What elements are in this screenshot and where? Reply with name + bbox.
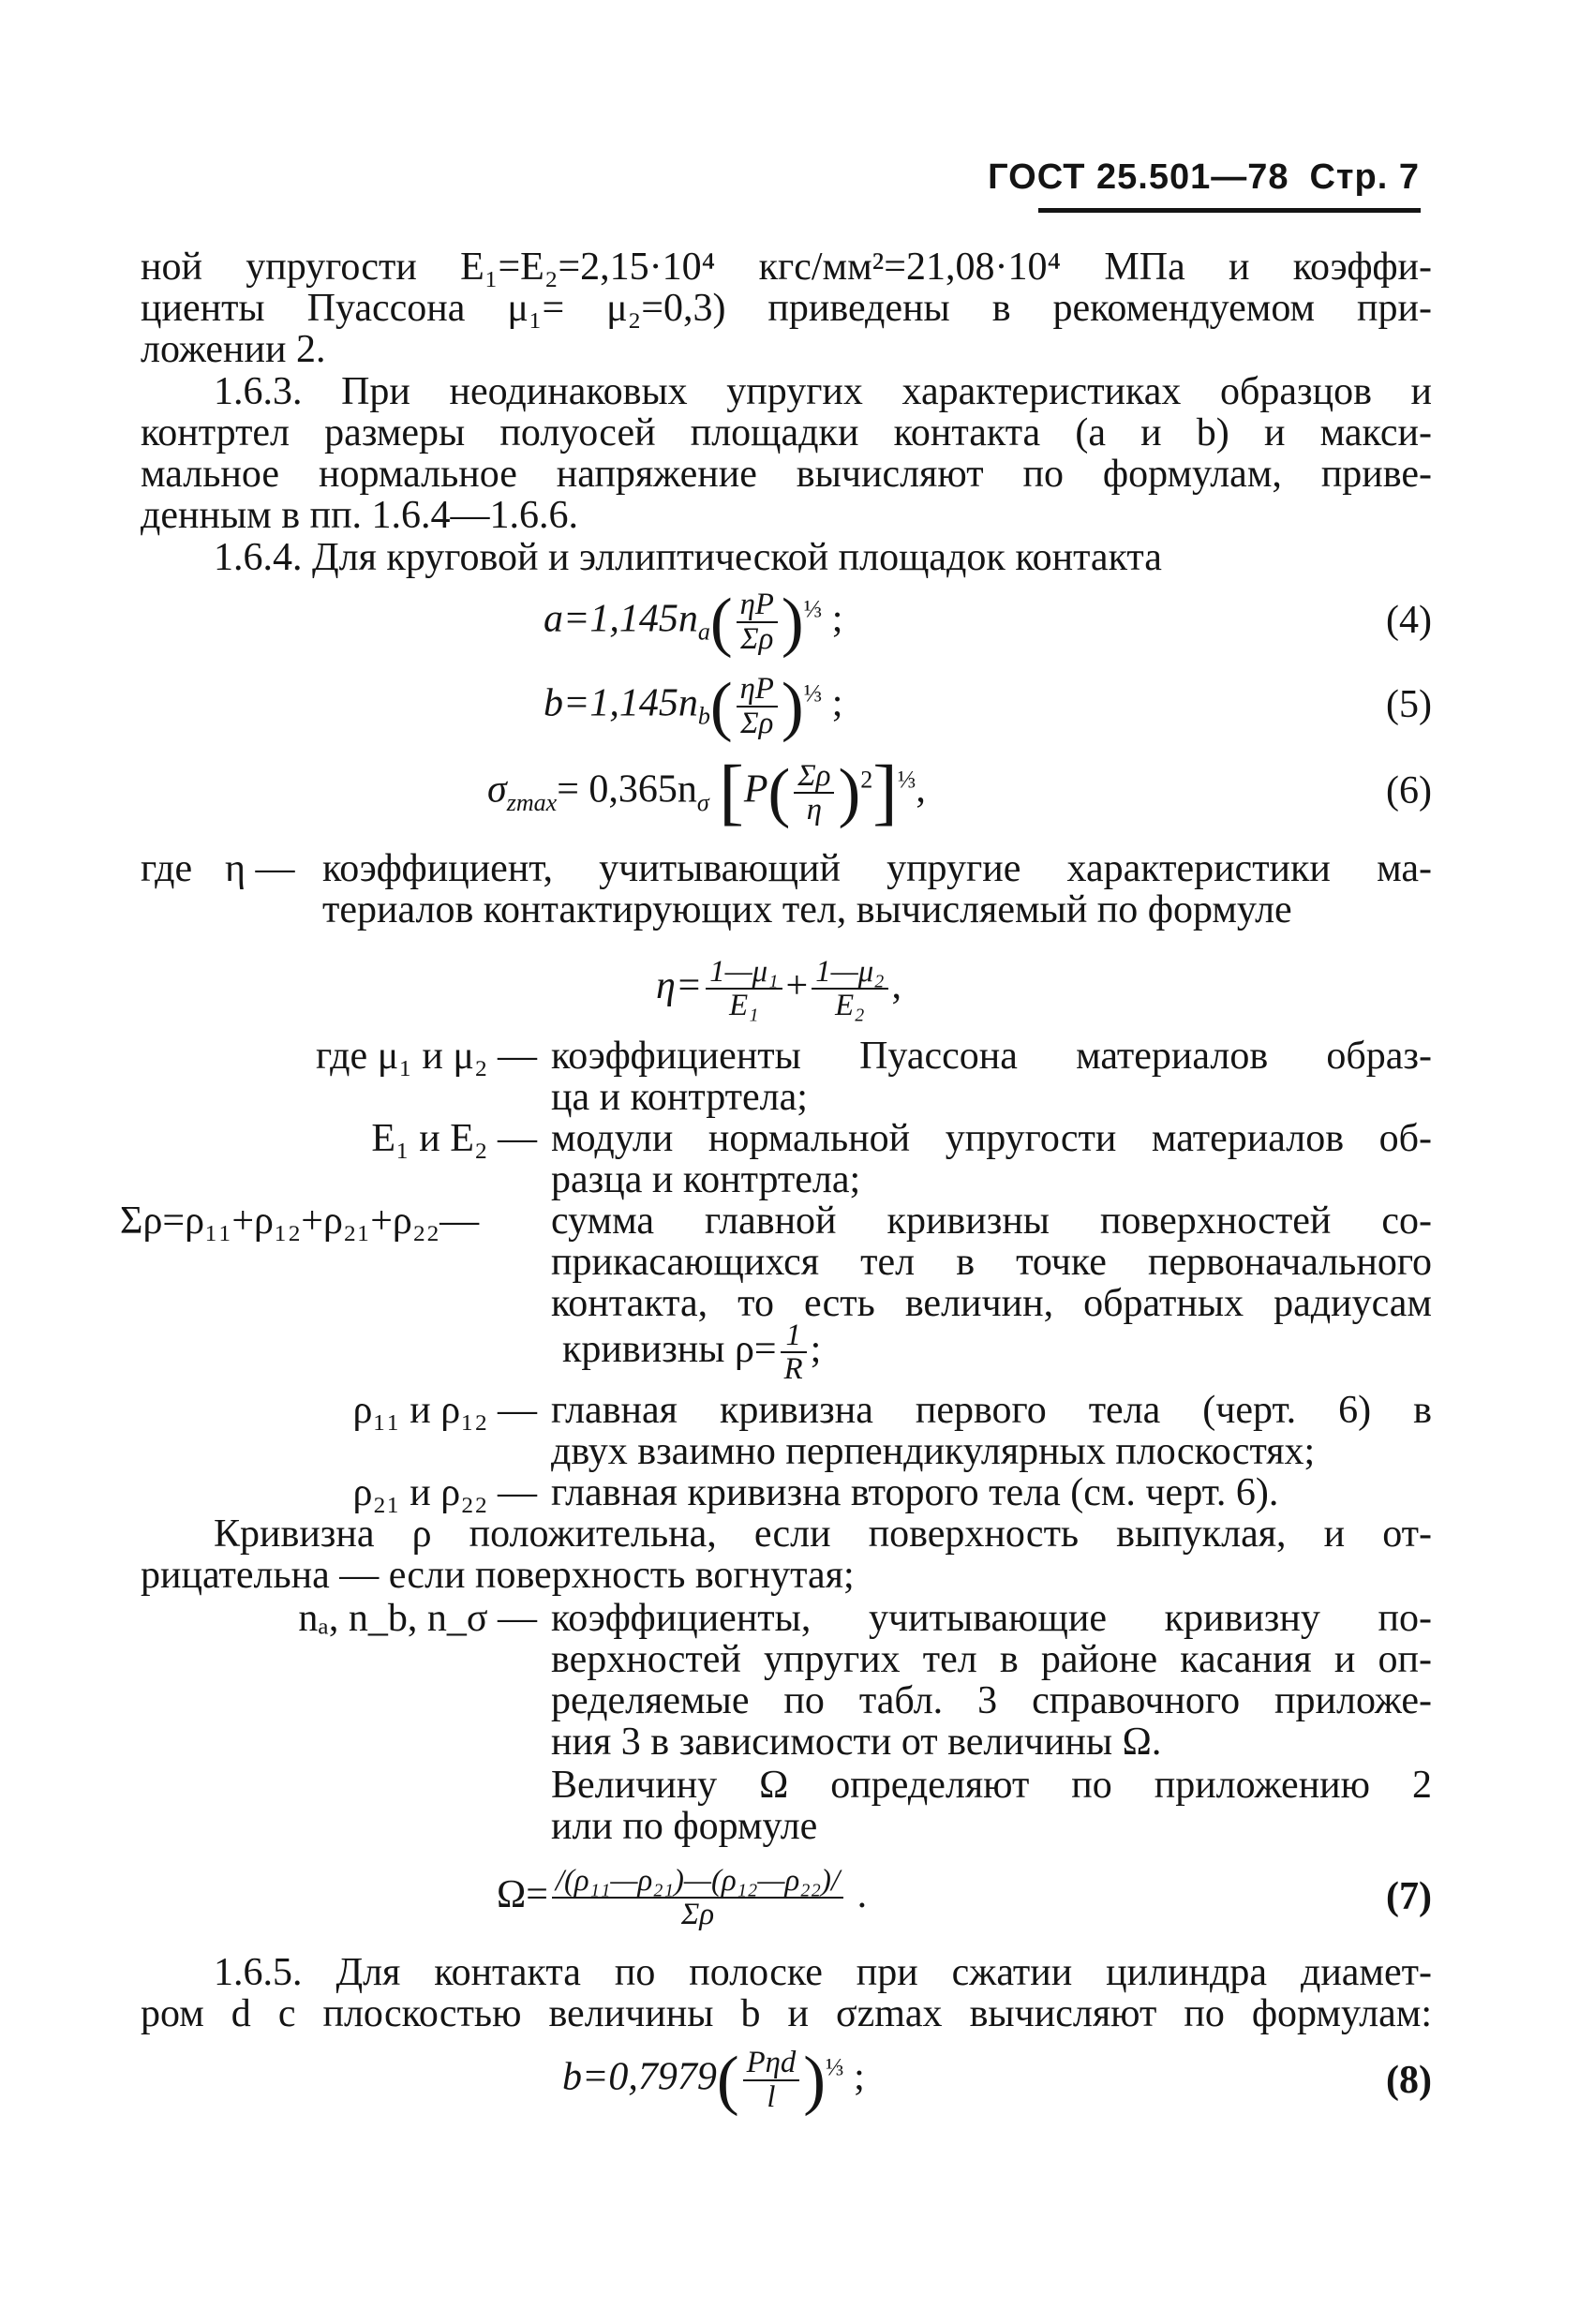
def-line: ределяемые по табл. 3 справочного приложе- xyxy=(551,1679,1432,1722)
def-line: ца и контртела; xyxy=(551,1076,808,1119)
def-line: главная кривизна первого тела (черт. 6) в xyxy=(551,1389,1432,1432)
formula-5-number: (5) xyxy=(1386,683,1432,726)
curvature-formula: кривизны ρ= $\frac{1}{R}$ ; xyxy=(562,1318,822,1387)
eta-definition-line: коэффициент, учитывающий упругие характеристики ма- xyxy=(322,847,1432,890)
def-line: верхностей упругих тел в районе касания и оп- xyxy=(551,1638,1432,1681)
formula-8: b=0,7979( $\frac{\text{Pηd}}{l}$ )$^{\frac{1}{3}}$ ; xyxy=(562,2043,865,2117)
eta-formula: η= $\frac{\text{1—μ₁}}{\text{E₁}}$ + $\frac{\text{1—μ₂}}{\text{E₂}}$ , xyxy=(656,955,902,1023)
def-label-mu: где μ₁ и μ₂ — xyxy=(316,1035,537,1078)
def-line: ния 3 в зависимости от величины Ω. xyxy=(551,1721,1162,1764)
header-rule xyxy=(1038,208,1421,213)
text-line: денным в пп. 1.6.4—1.6.6. xyxy=(141,494,579,537)
text-line: ложении 2. xyxy=(141,328,326,371)
def-line: двух взаимно перпендикулярных плоскостях; xyxy=(551,1430,1316,1473)
eta-definition-line: териалов контактирующих тел, вычисляемый по формуле xyxy=(322,888,1292,931)
standard-number: ГОСТ 25.501—78 xyxy=(988,157,1289,197)
page-header xyxy=(988,157,1420,198)
def-line: главная кривизна второго тела (см. черт. 6). xyxy=(551,1471,1279,1514)
text-line: 1.6.3. При неодинаковых упругих характеристиках образцов и xyxy=(214,370,1432,413)
def-label-e: E₁ и E₂ — xyxy=(371,1117,537,1160)
def-line: коэффициенты, учитывающие кривизну по- xyxy=(551,1597,1432,1640)
def-label-rho1: ρ₁₁ и ρ₁₂ — xyxy=(352,1389,537,1432)
formula-7-number: (7) xyxy=(1386,1875,1432,1918)
def-label-rho2: ρ₂₁ и ρ₂₂ — xyxy=(352,1471,537,1514)
eta-term: η — xyxy=(225,847,295,890)
formula-5: $b=1,145n_b$( $\frac{\eta P}{\Sigma\rho}$ )$^{\frac{1}{3}}$ ; xyxy=(544,669,843,743)
def-line: Величину Ω определяют по приложению 2 xyxy=(551,1764,1432,1807)
def-line: прикасающихся тел в точке первоначального xyxy=(551,1241,1432,1284)
def-line: контакта, то есть величин, обратных радиусам xyxy=(551,1282,1432,1325)
formula-6: $\sigma_{zmax}= 0,365n_\sigma$ [P( $\frac{\Sigma\rho}{\eta}$ )$^2$]$^{\frac{1}{3}}$, xyxy=(487,751,926,833)
text-line: ром d с плоскостью величины b и σzmax вычисляют по формулам: xyxy=(141,1992,1432,2035)
text-line: рицательна — если поверхность вогнутая; xyxy=(141,1554,855,1597)
page-number: Стр. 7 xyxy=(1309,157,1420,197)
text-line: Кривизна ρ положительна, если поверхность выпуклая, и от- xyxy=(214,1512,1432,1556)
def-line: сумма главной кривизны поверхностей со- xyxy=(551,1199,1432,1243)
text-line: мальное нормальное напряжение вычисляют по формулам, приве- xyxy=(141,453,1432,496)
formula-6-number: (6) xyxy=(1386,769,1432,812)
formula-4: $a=1,145n_a$( $\frac{\eta P}{\Sigma\rho}$ )$^{\frac{1}{3}}$ ; xyxy=(544,585,843,659)
text-line: циенты Пуассона μ₁= μ₂=0,3) приведены в рекомендуемом при- xyxy=(141,287,1432,330)
def-line: модули нормальной упругости материалов об- xyxy=(551,1117,1432,1160)
text-line: 1.6.4. Для круговой и эллиптической площадок контакта xyxy=(214,536,1162,579)
def-label-sum-rho: Σρ=ρ₁₁+ρ₁₂+ρ₂₁+ρ₂₂— xyxy=(120,1199,480,1243)
text-line: контртел размеры полуосей площадки контакта (a и b) и макси- xyxy=(141,411,1432,454)
formula-7: Ω= $\frac{\text{/(ρ₁₁—ρ₂₁)—(ρ₁₂—ρ₂₂)/}}{\Sigma\rho}$ . xyxy=(497,1864,868,1932)
def-line: разца и контртела; xyxy=(551,1158,861,1201)
formula-4-number: (4) xyxy=(1386,599,1432,642)
def-line: коэффициенты Пуассона материалов образ- xyxy=(551,1035,1432,1078)
def-label-n: nₐ, n_b, n_σ — xyxy=(298,1597,537,1640)
text-line: ной упругости E₁=E₂=2,15·10⁴ кгс/мм²=21,08·10⁴ МПа и коэффи- xyxy=(141,246,1432,289)
where-label: где xyxy=(141,847,193,890)
text-line: 1.6.5. Для контакта по полоске при сжатии цилиндра диамет- xyxy=(214,1951,1432,1994)
formula-8-number: (8) xyxy=(1386,2059,1432,2102)
def-line: или по формуле xyxy=(551,1805,818,1848)
